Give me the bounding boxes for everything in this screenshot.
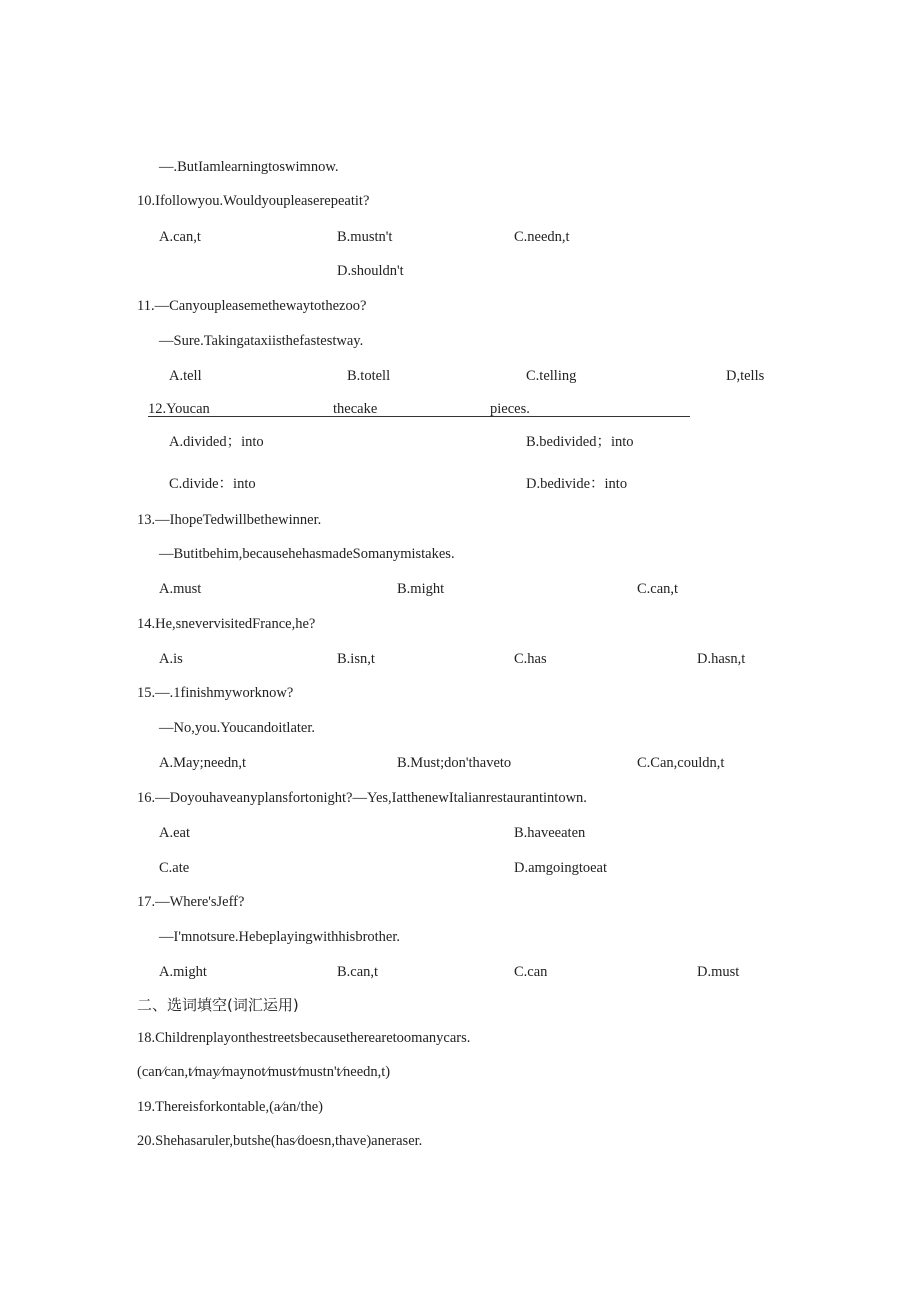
option-a: A.might [159, 964, 207, 980]
option-c: C.Can,couldn,t [637, 755, 725, 771]
question-18: 18.Childrenplayonthestreetsbecausetherearetoomanycars. [137, 1030, 471, 1046]
option-d: D.amgoingtoeat [514, 860, 608, 876]
question-19: 19.Thereisforkontable,(a∕an/the) [137, 1099, 324, 1115]
option-b: B.haveeaten [514, 825, 586, 841]
reply-line: —Butitbehim,becausehehasmadeSomanymistakes. [159, 546, 455, 562]
reply-line: —I'mnotsure.Hebeplayingwithhisbrother. [159, 929, 401, 945]
option-a: A.tell [169, 368, 202, 384]
reply-line: —Sure.Takingataxiisthefastestway. [159, 333, 364, 349]
option-c: C.can [514, 964, 548, 980]
question-12-part2: thecake [333, 401, 378, 417]
question-10: 10.Ifollowyou.Wouldyoupleaserepeatit? [137, 193, 370, 209]
option-b: B.Must;don'thaveto [397, 755, 512, 771]
option-d: D,tells [726, 368, 765, 384]
question-14: 14.He,snevervisitedFrance,he? [137, 616, 316, 632]
question-12-part1: 12.Youcan [148, 401, 210, 417]
question-12-part3: pieces. [490, 401, 530, 417]
word-options: (can∕can,t∕may∕maynot∕must∕mustn't∕needn,t) [137, 1064, 391, 1080]
option-b: B.might [397, 581, 445, 597]
option-c: C.has [514, 651, 547, 667]
option-a: A.May;needn,t [159, 755, 246, 771]
question-11: 11.—Canyoupleasemethewaytothezoo? [137, 298, 367, 314]
section-heading: 二、选词填空(词汇运用) [137, 996, 299, 1014]
question-15: 15.—.1finishmyworknow? [137, 685, 294, 701]
option-d: D.hasn,t [697, 651, 746, 667]
option-b: B.bedivided；into [526, 434, 634, 450]
option-b: B.totell [347, 368, 391, 384]
option-d: D.shouldn't [337, 263, 404, 279]
option-c: C.can,t [637, 581, 679, 597]
question-12-underline [148, 416, 690, 417]
option-c: C.ate [159, 860, 190, 876]
option-c: C.divide：into [169, 476, 256, 492]
option-b: B.can,t [337, 964, 379, 980]
question-13: 13.—IhopeTedwillbethewinner. [137, 512, 322, 528]
reply-line: —No,you.Youcandoitlater. [159, 720, 316, 736]
question-17: 17.—Where'sJeff? [137, 894, 245, 910]
option-a: A.divided；into [169, 434, 264, 450]
option-c: C.needn,t [514, 229, 570, 245]
option-d: D.bedivide：into [526, 476, 628, 492]
answer-line: —.ButIamlearningtoswimnow. [159, 159, 339, 175]
option-a: A.can,t [159, 229, 201, 245]
question-16: 16.—Doyouhaveanyplansfortonight?—Yes,IatthenewItalianrestaurantintown. [137, 790, 587, 806]
option-c: C.telling [526, 368, 577, 384]
option-a: A.eat [159, 825, 190, 841]
option-b: B.isn,t [337, 651, 375, 667]
option-a: A.is [159, 651, 183, 667]
option-a: A.must [159, 581, 202, 597]
option-d: D.must [697, 964, 740, 980]
question-20: 20.Shehasaruler,butshe(has∕doesn,thave)aneraser. [137, 1133, 423, 1149]
option-b: B.mustn't [337, 229, 393, 245]
